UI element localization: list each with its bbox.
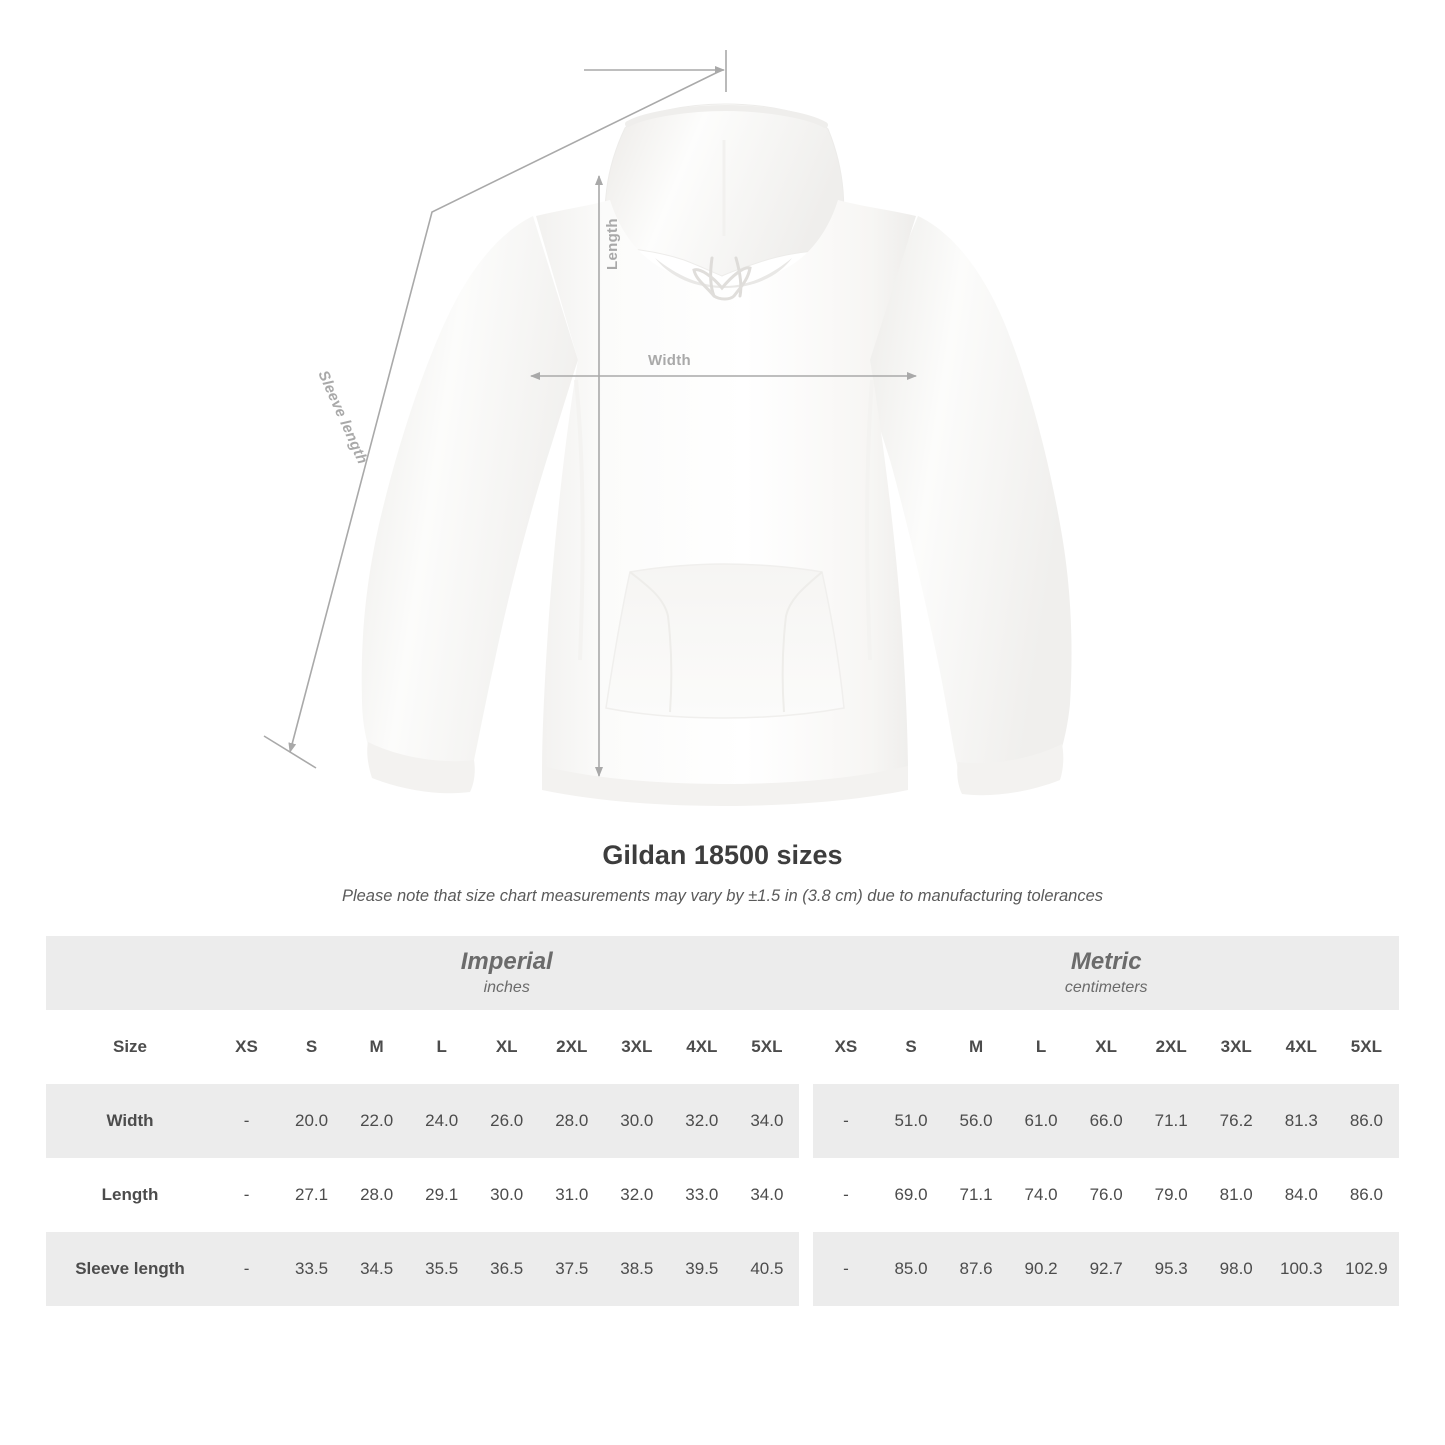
table-row [46,1158,1399,1232]
cell-sleeve-metric-3xl: 98.0 [1204,1232,1269,1306]
unit-header-gap [799,936,813,1010]
cell-sleeve-imperial-s: 33.5 [279,1232,344,1306]
cell-width-metric-2xl: 71.1 [1139,1084,1204,1158]
col-metric-4xl: 4XL [1269,1010,1334,1084]
cell-width-metric-3xl: 76.2 [1204,1084,1269,1158]
col-metric-xs: XS [813,1010,878,1084]
col-imperial-xs: XS [214,1010,279,1084]
cell-width-imperial-xl: 26.0 [474,1084,539,1158]
col-imperial-4xl: 4XL [669,1010,734,1084]
cell-length-metric-2xl: 79.0 [1139,1158,1204,1232]
cell-sleeve-metric-xl: 92.7 [1074,1232,1139,1306]
cell-width-metric-4xl: 81.3 [1269,1084,1334,1158]
cell-length-imperial-2xl: 31.0 [539,1158,604,1232]
size-chart-table [46,936,1399,1306]
imperial-header-cell [214,936,799,1010]
page-title: Gildan 18500 sizes [602,840,843,870]
cell-width-metric-xs: - [813,1084,878,1158]
cell-length-metric-m: 71.1 [944,1158,1009,1232]
cell-width-metric-l: 61.0 [1009,1084,1074,1158]
cell-width-imperial-xs: - [214,1084,279,1158]
sleeve-length-dimension-label: Sleeve length [314,368,371,467]
cell-sleeve-imperial-3xl: 38.5 [604,1232,669,1306]
cell-length-imperial-5xl: 34.0 [734,1158,799,1232]
row-label-width: Width [46,1084,214,1158]
cell-length-imperial-xs: - [214,1158,279,1232]
cell-sleeve-imperial-5xl: 40.5 [734,1232,799,1306]
cell-width-metric-5xl: 86.0 [1334,1084,1399,1158]
width-dimension-label: Width [648,352,692,369]
row-gap-cell [799,1158,813,1232]
col-metric-m: M [944,1010,1009,1084]
table-row [46,1084,1399,1158]
row-gap-cell [799,1232,813,1306]
metric-title: Metric [1070,947,1142,975]
col-imperial-m: M [344,1010,409,1084]
cell-length-metric-l: 74.0 [1009,1158,1074,1232]
cell-width-metric-m: 56.0 [944,1084,1009,1158]
col-imperial-3xl: 3XL [604,1010,669,1084]
cell-sleeve-metric-m: 87.6 [944,1232,1009,1306]
chart-heading-block [0,840,1445,906]
col-imperial-s: S [279,1010,344,1084]
col-metric-l: L [1009,1010,1074,1084]
col-imperial-xl: XL [474,1010,539,1084]
cell-length-metric-xs: - [813,1158,878,1232]
cell-sleeve-metric-l: 90.2 [1009,1232,1074,1306]
header-gap-cell [799,1010,813,1084]
size-label-cell: Size [46,1010,214,1084]
length-dimension-label: Length [604,218,621,270]
cell-length-imperial-4xl: 33.0 [669,1158,734,1232]
col-imperial-l: L [409,1010,474,1084]
tolerance-note: Please note that size chart measurements may vary by ±1.5 in (3.8 cm) due to manufacturing tolerances [341,887,1104,905]
cell-width-imperial-2xl: 28.0 [539,1084,604,1158]
unit-header-row [46,936,1399,1010]
col-imperial-5xl: 5XL [734,1010,799,1084]
cell-length-imperial-l: 29.1 [409,1158,474,1232]
cell-length-metric-4xl: 84.0 [1269,1158,1334,1232]
cell-sleeve-imperial-xl: 36.5 [474,1232,539,1306]
cell-sleeve-metric-s: 85.0 [878,1232,943,1306]
cell-width-imperial-4xl: 32.0 [669,1084,734,1158]
cell-sleeve-metric-2xl: 95.3 [1139,1232,1204,1306]
col-metric-xl: XL [1074,1010,1139,1084]
cell-sleeve-imperial-4xl: 39.5 [669,1232,734,1306]
col-metric-s: S [878,1010,943,1084]
col-imperial-2xl: 2XL [539,1010,604,1084]
cell-width-imperial-5xl: 34.0 [734,1084,799,1158]
cell-length-imperial-s: 27.1 [279,1158,344,1232]
cell-sleeve-metric-4xl: 100.3 [1269,1232,1334,1306]
cell-length-imperial-xl: 30.0 [474,1158,539,1232]
col-metric-3xl: 3XL [1204,1010,1269,1084]
row-gap-cell [799,1084,813,1158]
unit-header-spacer [46,936,214,1010]
cell-sleeve-imperial-l: 35.5 [409,1232,474,1306]
cell-width-imperial-m: 22.0 [344,1084,409,1158]
garment-shape [362,104,1072,806]
cell-length-metric-3xl: 81.0 [1204,1158,1269,1232]
cell-length-metric-xl: 76.0 [1074,1158,1139,1232]
cell-sleeve-metric-xs: - [813,1232,878,1306]
cell-sleeve-imperial-m: 34.5 [344,1232,409,1306]
cell-length-imperial-3xl: 32.0 [604,1158,669,1232]
size-table-wrap [0,936,1445,1306]
cell-sleeve-imperial-xs: - [214,1232,279,1306]
cell-length-metric-5xl: 86.0 [1334,1158,1399,1232]
cell-width-imperial-s: 20.0 [279,1084,344,1158]
table-row [46,1232,1399,1306]
col-metric-5xl: 5XL [1334,1010,1399,1084]
cell-width-metric-xl: 66.0 [1074,1084,1139,1158]
imperial-title: Imperial [460,947,553,975]
imperial-subtitle: inches [483,978,530,996]
cell-length-metric-s: 69.0 [878,1158,943,1232]
size-header-row [46,1010,1399,1084]
cell-width-metric-s: 51.0 [878,1084,943,1158]
col-metric-2xl: 2XL [1139,1010,1204,1084]
cell-length-imperial-m: 28.0 [344,1158,409,1232]
cell-sleeve-metric-5xl: 102.9 [1334,1232,1399,1306]
row-label-length: Length [46,1158,214,1232]
row-label-sleeve-length: Sleeve length [46,1232,214,1306]
cell-width-imperial-3xl: 30.0 [604,1084,669,1158]
cell-sleeve-imperial-2xl: 37.5 [539,1232,604,1306]
metric-subtitle: centimeters [1064,978,1148,996]
cell-width-imperial-l: 24.0 [409,1084,474,1158]
metric-header-cell [813,936,1399,1010]
